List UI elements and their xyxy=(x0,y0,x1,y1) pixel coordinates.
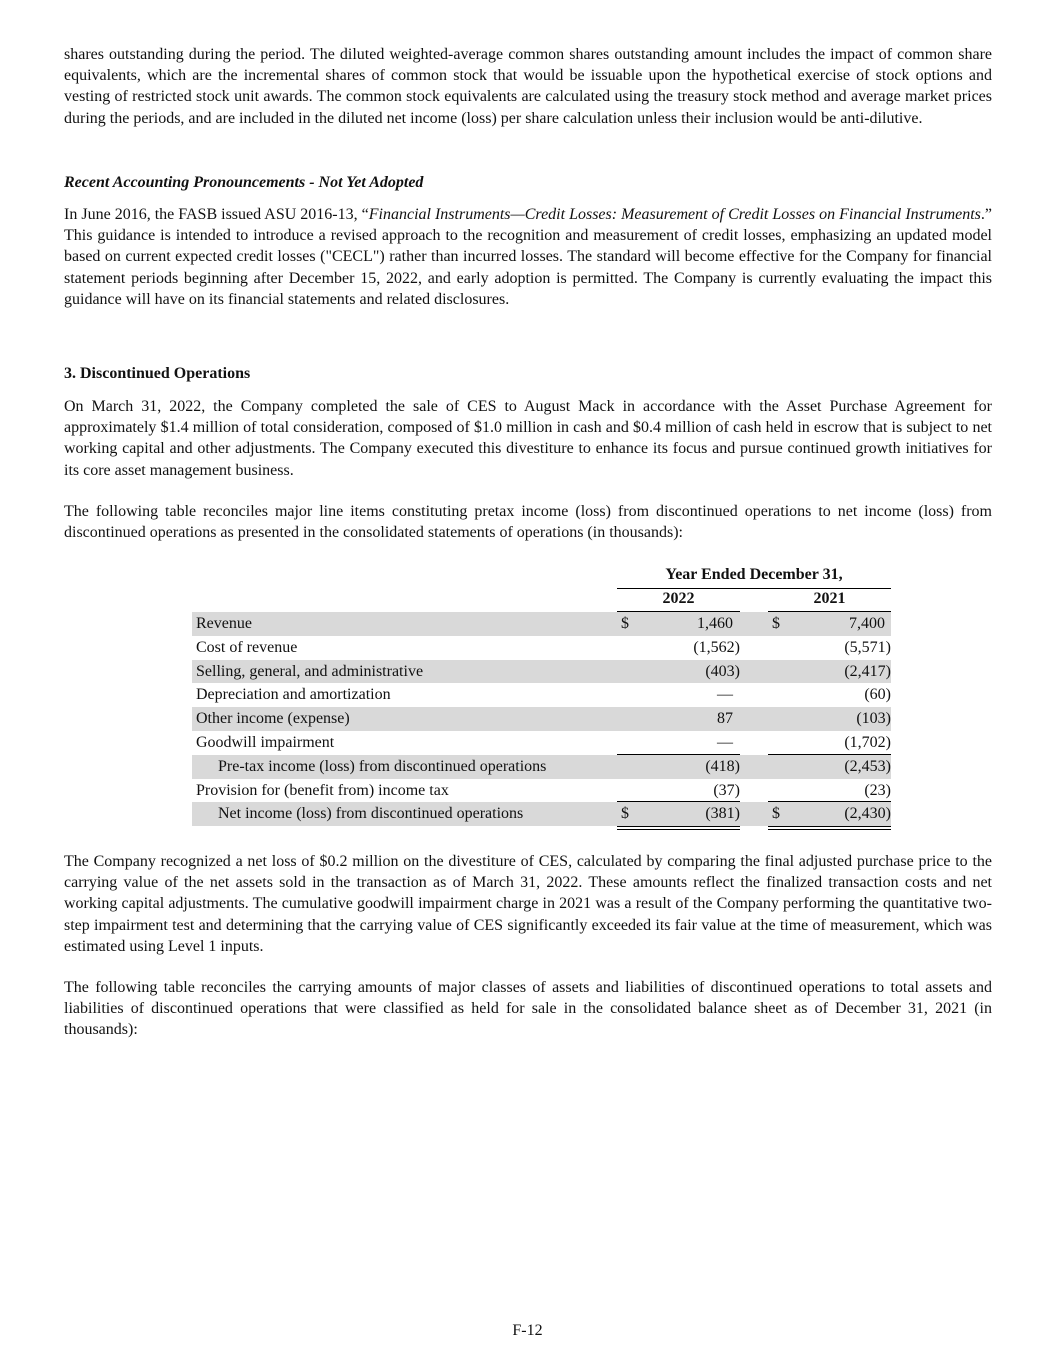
table-row-sga xyxy=(192,660,891,684)
value-2021: (23) xyxy=(864,781,891,799)
value-2022: 87 xyxy=(717,710,733,728)
row-label: Provision for (benefit from) income tax xyxy=(196,781,449,799)
recent-pronouncements-paragraph xyxy=(64,204,992,310)
table-row-revenue xyxy=(192,612,891,636)
table-row-income-tax xyxy=(192,779,891,803)
column-header-2022: 2022 xyxy=(662,590,695,607)
value-2022: — xyxy=(717,686,733,704)
row-label: Other income (expense) xyxy=(196,710,350,728)
column-header-2021: 2021 xyxy=(813,590,846,607)
currency-symbol: $ xyxy=(621,615,629,632)
table-row-net-income xyxy=(192,802,891,826)
value-2022: (1,562) xyxy=(693,638,740,656)
row-label: Selling, general, and administrative xyxy=(196,662,424,680)
table-row-pretax-income xyxy=(192,755,891,779)
pronouncement-italic-title: Financial Instruments—Credit Losses: Measurement of Credit Losses on Financial Instruments xyxy=(368,206,981,223)
row-label: Goodwill impairment xyxy=(196,734,335,751)
header-group-underline xyxy=(617,588,891,589)
row-label: Pre-tax income (loss) from discontinued operations xyxy=(218,757,547,775)
row-label: Depreciation and amortization xyxy=(196,686,391,704)
value-2021: (5,571) xyxy=(844,638,891,656)
value-2021: (2,453) xyxy=(844,757,891,775)
section3-paragraph-4: The following table reconciles the carrying amounts of major classes of assets and liabilities of discontinued operations to total assets and liabilities of discontinued operations that were classified as held for sale in the consolidated balance sheet as of December 31, 2021 (in thousands): xyxy=(64,979,992,1039)
row-label: Cost of revenue xyxy=(196,638,298,656)
currency-symbol: $ xyxy=(621,805,629,823)
table-header-group: Year Ended December 31, xyxy=(665,566,843,583)
page-number: F-12 xyxy=(512,1322,543,1339)
section3-paragraph-3: The Company recognized a net loss of $0.2 million on the divestiture of CES, calculated by comparing the final adjusted purchase price to the carrying value of the net assets sold in the transaction as of March 31, 2022. These amounts reflect the finalized transaction costs and net working capital adjustments. The cumulative goodwill impairment charge in 2021 was a result of the Company performing the quantitative two-step impairment test and determining that the carrying value of CES significantly exceeded its fair value at the time of measurement, which was estimated using Level 1 inputs. xyxy=(64,853,992,955)
currency-symbol: $ xyxy=(772,615,780,632)
value-2021: (60) xyxy=(864,686,891,704)
intro-paragraph: shares outstanding during the period. The diluted weighted-average common shares outstanding amount includes the impact of common share equivalents, which are the incremental shares of common stock that would be issuable upon the hypothetical exercise of stock options and vesting of restricted stock unit awards. The common stock equivalents are calculated using the treasury stock method and average market prices during the periods, and are included in the diluted net income (loss) per share calculation unless their inclusion would be anti-dilutive. xyxy=(64,46,992,127)
currency-symbol: $ xyxy=(772,805,780,823)
table-row-cost-of-revenue xyxy=(192,636,891,660)
table-row-goodwill-impairment xyxy=(192,731,891,755)
double-underline-2021 xyxy=(768,826,891,830)
row-label: Revenue xyxy=(196,615,252,632)
value-2022: 1,460 xyxy=(697,615,733,632)
value-2022: (403) xyxy=(705,662,740,680)
value-2021: (1,702) xyxy=(844,734,891,751)
section3-paragraph-2: The following table reconciles major line items constituting pretax income (loss) from discontinued operations to net income (loss) from discontinued operations as presented in the consolidated statements of operations (in thousands): xyxy=(64,503,992,542)
table-row-depreciation xyxy=(192,683,891,707)
value-2022: (418) xyxy=(705,757,740,775)
value-2022: — xyxy=(717,734,733,751)
section3-paragraph-1: On March 31, 2022, the Company completed the sale of CES to August Mack in accordance with the Asset Purchase Agreement for approximately $1.4 million of total consideration, composed of $1.0 million in cash and $0.4 million of cash held in escrow that is subject to net working capital and other adjustments. The Company executed this divestiture to enhance its focus and pursue continued growth initiatives for its core asset management business. xyxy=(64,398,992,479)
table-row-other-income xyxy=(192,707,891,731)
section-heading-discontinued-operations: 3. Discontinued Operations xyxy=(64,365,251,382)
value-2021: (2,417) xyxy=(844,662,891,680)
value-2022: (37) xyxy=(713,781,740,799)
value-2021: (2,430) xyxy=(844,805,891,823)
recent-pronouncements-heading: Recent Accounting Pronouncements - Not Yet Adopted xyxy=(64,174,424,191)
double-underline-2022 xyxy=(617,826,740,830)
value-2021: (103) xyxy=(856,710,891,728)
pronouncement-text-after: .” This guidance is intended to introduce a revised approach to the recognition and measurement of credit losses, emphasizing an updated model based on current expected credit losses ("CECL") rather than incurred losses. The standard will become effective for the Company for financial statement periods beginning after December 15, 2022, and early adoption is permitted. The Company is currently evaluating the impact this guidance will have on its financial statements and related disclosures. xyxy=(64,206,993,308)
row-label: Net income (loss) from discontinued operations xyxy=(218,805,524,823)
value-2022: (381) xyxy=(705,805,740,823)
pronouncement-text-before: In June 2016, the FASB issued ASU 2016-13, “ xyxy=(64,206,369,223)
value-2021: 7,400 xyxy=(849,615,885,632)
